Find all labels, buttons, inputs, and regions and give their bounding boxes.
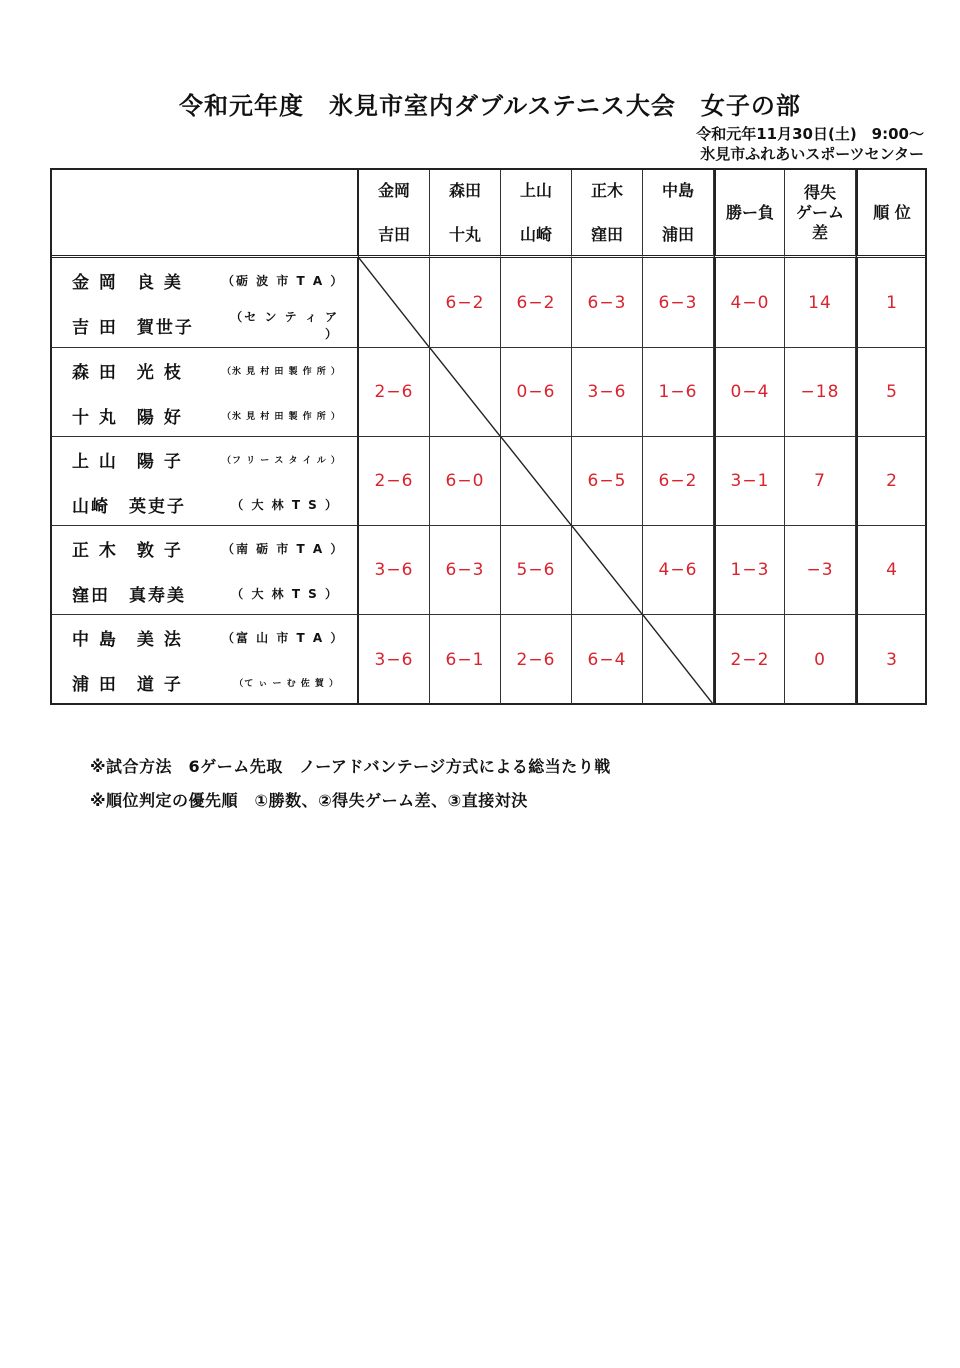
player-name: 正 木 敦 子 bbox=[72, 540, 183, 561]
self-match-cell bbox=[359, 258, 430, 348]
player-row bbox=[72, 581, 339, 605]
diagonal-slash bbox=[359, 258, 429, 347]
match-score: 6−2 bbox=[501, 258, 572, 348]
opponent-header bbox=[572, 170, 643, 258]
opponent-header-top: 正木 bbox=[590, 180, 623, 200]
player-name: 上 山 陽 子 bbox=[72, 451, 183, 472]
opponent-header-top: 森田 bbox=[448, 180, 481, 200]
match-score: 6−4 bbox=[572, 615, 643, 704]
player-club: （ 大 林 T S ） bbox=[231, 497, 339, 512]
opponent-header bbox=[643, 170, 714, 258]
rank-header: 順 位 bbox=[856, 170, 926, 258]
notes bbox=[90, 750, 611, 818]
game-diff-value: 0 bbox=[785, 615, 856, 704]
player-row bbox=[72, 403, 339, 427]
rank-value: 3 bbox=[856, 615, 926, 704]
player-row bbox=[72, 358, 339, 382]
self-match-cell bbox=[501, 437, 572, 526]
pair-cell bbox=[52, 437, 359, 526]
player-name: 窪田 真寿美 bbox=[72, 585, 186, 606]
player-name: 森 田 光 枝 bbox=[72, 362, 183, 383]
opponent-header-bottom: 吉田 bbox=[377, 224, 410, 244]
page-title: 令和元年度 氷見市室内ダブルステニス大会 女子の部 bbox=[179, 92, 801, 120]
opponent-header bbox=[359, 170, 430, 258]
match-score: 3−6 bbox=[572, 348, 643, 437]
self-match-cell bbox=[572, 526, 643, 615]
opponent-header-top: 金岡 bbox=[377, 180, 410, 200]
rank-value: 4 bbox=[856, 526, 926, 615]
player-row bbox=[72, 492, 339, 516]
diagonal-slash bbox=[430, 348, 500, 436]
rank-value: 1 bbox=[856, 258, 926, 348]
match-score: 6−2 bbox=[643, 437, 714, 526]
note-match-format: ※試合方法 6ゲーム先取 ノーアドバンテージ方式による総当たり戦 bbox=[90, 757, 611, 776]
pair-cell bbox=[52, 348, 359, 437]
pair-cell bbox=[52, 615, 359, 704]
pair-cell bbox=[52, 258, 359, 348]
results-table bbox=[50, 168, 927, 705]
opponent-header-bottom: 窪田 bbox=[590, 224, 623, 244]
opponent-header-bottom: 浦田 bbox=[661, 224, 694, 244]
game-diff-header bbox=[785, 170, 856, 258]
match-score: 2−6 bbox=[359, 437, 430, 526]
player-name: 中 島 美 法 bbox=[72, 629, 183, 650]
match-score: 6−3 bbox=[572, 258, 643, 348]
game-diff-value: 7 bbox=[785, 437, 856, 526]
pair-cell bbox=[52, 526, 359, 615]
diagonal-slash bbox=[643, 615, 713, 704]
game-diff-value: −18 bbox=[785, 348, 856, 437]
win-loss-value: 2−2 bbox=[714, 615, 785, 704]
note-ranking-rule: ※順位判定の優先順 ①勝数、②得失ゲーム差、③直接対決 bbox=[90, 791, 528, 810]
player-row bbox=[72, 310, 339, 341]
player-club: （フ リ ー ス タ イ ル ） bbox=[222, 455, 341, 466]
player-row bbox=[72, 447, 339, 471]
match-score: 6−2 bbox=[430, 258, 501, 348]
rank-value: 2 bbox=[856, 437, 926, 526]
opponent-header-bottom: 十丸 bbox=[448, 224, 481, 244]
opponent-header-top: 上山 bbox=[519, 180, 552, 200]
rank-value: 5 bbox=[856, 348, 926, 437]
player-row bbox=[72, 536, 345, 561]
opponent-header bbox=[430, 170, 501, 258]
game-diff-value: 14 bbox=[785, 258, 856, 348]
match-score: 2−6 bbox=[501, 615, 572, 704]
win-loss-value: 4−0 bbox=[714, 258, 785, 348]
player-club: （富 山 市 T A ） bbox=[222, 630, 345, 645]
match-score: 2−6 bbox=[359, 348, 430, 437]
event-venue: 氷見市ふれあいスポーツセンター bbox=[700, 145, 924, 163]
player-name: 山崎 英吏子 bbox=[72, 496, 186, 517]
win-loss-value: 0−4 bbox=[714, 348, 785, 437]
game-diff-header-text: 得失 ゲーム 差 bbox=[795, 182, 844, 242]
opponent-header-bottom: 山崎 bbox=[519, 224, 552, 244]
match-score: 0−6 bbox=[501, 348, 572, 437]
player-row bbox=[72, 268, 345, 293]
player-name: 浦 田 道 子 bbox=[72, 674, 183, 695]
game-diff-value: −3 bbox=[785, 526, 856, 615]
self-match-cell bbox=[430, 348, 501, 437]
match-score: 3−6 bbox=[359, 615, 430, 704]
match-score: 6−3 bbox=[643, 258, 714, 348]
event-date: 令和元年11月30日(土) 9:00～ bbox=[696, 125, 924, 143]
match-score: 6−5 bbox=[572, 437, 643, 526]
match-score: 3−6 bbox=[359, 526, 430, 615]
player-club: （南 砺 市 T A ） bbox=[222, 541, 345, 556]
opponent-header-top: 中島 bbox=[661, 180, 694, 200]
diagonal-slash bbox=[501, 437, 571, 525]
match-score: 6−3 bbox=[430, 526, 501, 615]
player-name: 吉 田 賀世子 bbox=[72, 317, 194, 338]
player-name: 金 岡 良 美 bbox=[72, 272, 183, 293]
match-score: 4−6 bbox=[643, 526, 714, 615]
match-score: 5−6 bbox=[501, 526, 572, 615]
diagonal-slash bbox=[572, 526, 642, 614]
match-score: 1−6 bbox=[643, 348, 714, 437]
player-name: 十 丸 陽 好 bbox=[72, 407, 183, 428]
player-club: （砺 波 市 T A ） bbox=[222, 273, 345, 288]
win-loss-header: 勝ー負 bbox=[714, 170, 785, 258]
player-club: （ 大 林 T S ） bbox=[231, 586, 339, 601]
corner-cell bbox=[52, 170, 359, 258]
win-loss-value: 3−1 bbox=[714, 437, 785, 526]
win-loss-value: 1−3 bbox=[714, 526, 785, 615]
player-club: （氷 見 村 田 製 作 所 ） bbox=[222, 411, 341, 422]
player-club: （セ ン テ ィ ア ） bbox=[230, 310, 339, 341]
match-score: 6−1 bbox=[430, 615, 501, 704]
self-match-cell bbox=[643, 615, 714, 704]
match-score: 6−0 bbox=[430, 437, 501, 526]
player-club: （氷 見 村 田 製 作 所 ） bbox=[222, 366, 341, 377]
player-club: （て ぃ ー む 佐 賀 ） bbox=[234, 678, 339, 689]
opponent-header bbox=[501, 170, 572, 258]
player-row bbox=[72, 670, 339, 694]
player-row bbox=[72, 625, 345, 650]
event-meta bbox=[696, 124, 924, 164]
